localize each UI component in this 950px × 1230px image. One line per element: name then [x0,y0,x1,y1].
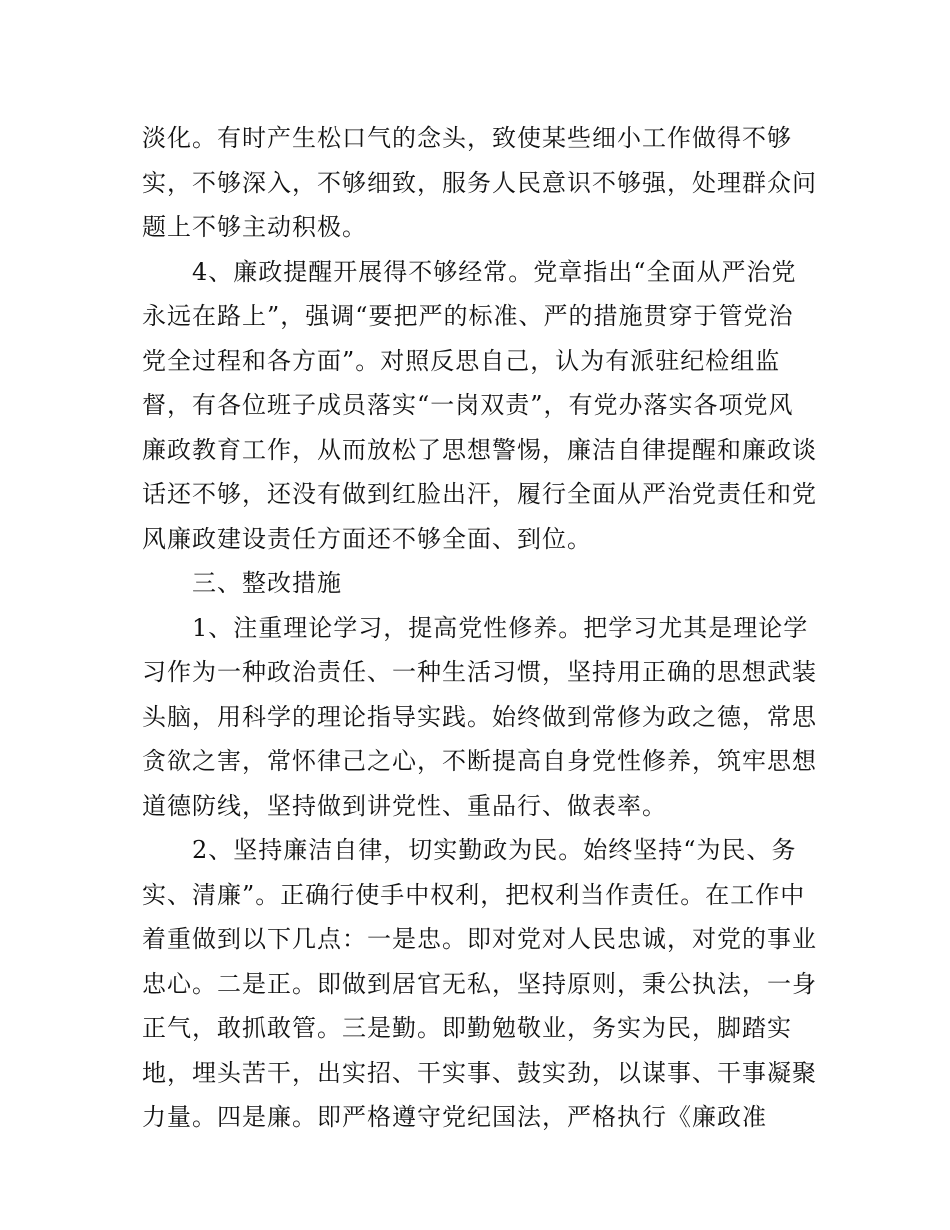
text-line: 实，不够深入，不够细致，服务人民意识不够强，处理群众问 [142,168,817,197]
text-line: 廉政教育工作，从而放松了思想警惕，廉洁自律提醒和廉政谈 [142,435,817,464]
text-line: 力量。四是廉。即严格遵守党纪国法，严格执行《廉政准 [142,1103,767,1131]
text-line: 题上不够主动积极。 [142,213,367,241]
text-line: 道德防线，坚持做到讲党性、重品行、做表率。 [142,791,667,820]
text-line: 习作为一种政治责任、一种生活习惯，坚持用正确的思想武装 [142,658,817,686]
text-line: 督，有各位班子成员落实“一岗双责”，有党办落实各项党风 [142,391,794,419]
text-line: 党全过程和各方面”。对照反思自己，认为有派驻纪检组监 [142,346,781,375]
text-line: 淡化。有时产生松口气的念头，致使某些细小工作做得不够 [142,124,792,152]
text-line: 地，埋头苦干，出实招、干实事、鼓实劲，以谋事、干事凝聚 [142,1058,817,1087]
text-line: 话还不够，还没有做到红脸出汗，履行全面从严治党责任和党 [142,480,817,508]
text-line: 三、整改措施 [192,569,342,597]
text-line: 风廉政建设责任方面还不够全面、到位。 [142,524,592,553]
document-body [142,116,817,1140]
text-line: 4、廉政提醒开展得不够经常。党章指出“全面从严治党 [192,257,797,286]
text-line: 着重做到以下几点：一是忠。即对党对人民忠诚，对党的事业 [142,925,817,953]
text-line: 正气，敢抓敢管。三是勤。即勤勉敬业，务实为民，脚踏实 [142,1014,792,1042]
text-line: 头脑，用科学的理论指导实践。始终做到常修为政之德，常思 [142,702,817,731]
text-line: 实、清廉”。正确行使手中权利，把权利当作责任。在工作中 [142,880,806,909]
text-line: 忠心。二是正。即做到居官无私，坚持原则，秉公执法，一身 [142,969,817,998]
text-line: 贪欲之害，常怀律己之心，不断提高自身党性修养，筑牢思想 [142,747,817,775]
text-line: 2、坚持廉洁自律，切实勤政为民。始终坚持“为民、务 [192,836,797,864]
text-line: 1、注重理论学习，提高党性修养。把学习尤其是理论学 [192,613,809,642]
text-line: 永远在路上”，强调“要把严的标准、严的措施贯穿于管党治 [142,302,794,330]
